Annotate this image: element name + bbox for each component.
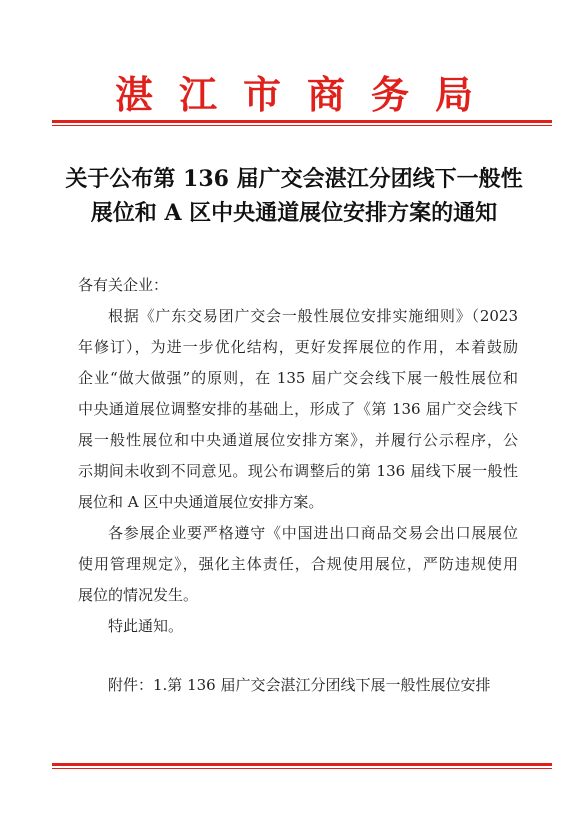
paragraph-line: 各参展企业要严格遵守《中国进出口商品交易会出口展展位: [108, 524, 518, 542]
masthead-org-name: 湛江市商务局: [114, 72, 499, 117]
attachment-line: 附件：1.第 136 届广交会湛江分团线下展一般性展位安排: [108, 676, 491, 694]
paragraph-line: 展位的情况发生。: [78, 586, 199, 604]
paragraph-line: 年修订），为进一步优化结构，更好发挥展位的作用，本着鼓励: [78, 338, 518, 356]
paragraph-line: 展位和 A 区中央通道展位安排方案。: [78, 493, 324, 511]
paragraph-line: 企业“做大做强”的原则，在 135 届广交会线下展一般性展位和: [78, 369, 518, 387]
paragraph-line: 根据《广东交易团广交会一般性展位安排实施细则》（2023: [108, 307, 518, 325]
title-line-2: 展位和 A 区中央通道展位安排方案的通知: [90, 200, 498, 226]
header-rule-thick: [52, 120, 552, 123]
paragraph-line: 展一般性展位和中央通道展位安排方案》，并履行公示程序，公: [78, 431, 518, 449]
paragraph-line: 中央通道展位调整安排的基础上，形成了《第 136 届广交会线下: [78, 400, 518, 418]
footer-rule-thin: [52, 768, 552, 769]
salutation: 各有关企业：: [78, 276, 169, 294]
paragraph-line: 使用管理规定》，强化主体责任，合规使用展位，严防违规使用: [78, 555, 518, 573]
paragraph-line: 示期间未收到不同意见。现公布调整后的第 136 届线下展一般性: [78, 462, 518, 480]
document-body: [78, 270, 518, 701]
closing-line: 特此通知。: [108, 617, 184, 635]
footer-rule-thick: [52, 763, 552, 766]
document-title: [40, 162, 548, 230]
paragraph-2: [78, 518, 518, 611]
header-rule-thin: [52, 125, 552, 126]
title-line-1: 关于公布第 136 届广交会湛江分团线下一般性: [65, 166, 523, 192]
paragraph-1: [78, 301, 518, 518]
